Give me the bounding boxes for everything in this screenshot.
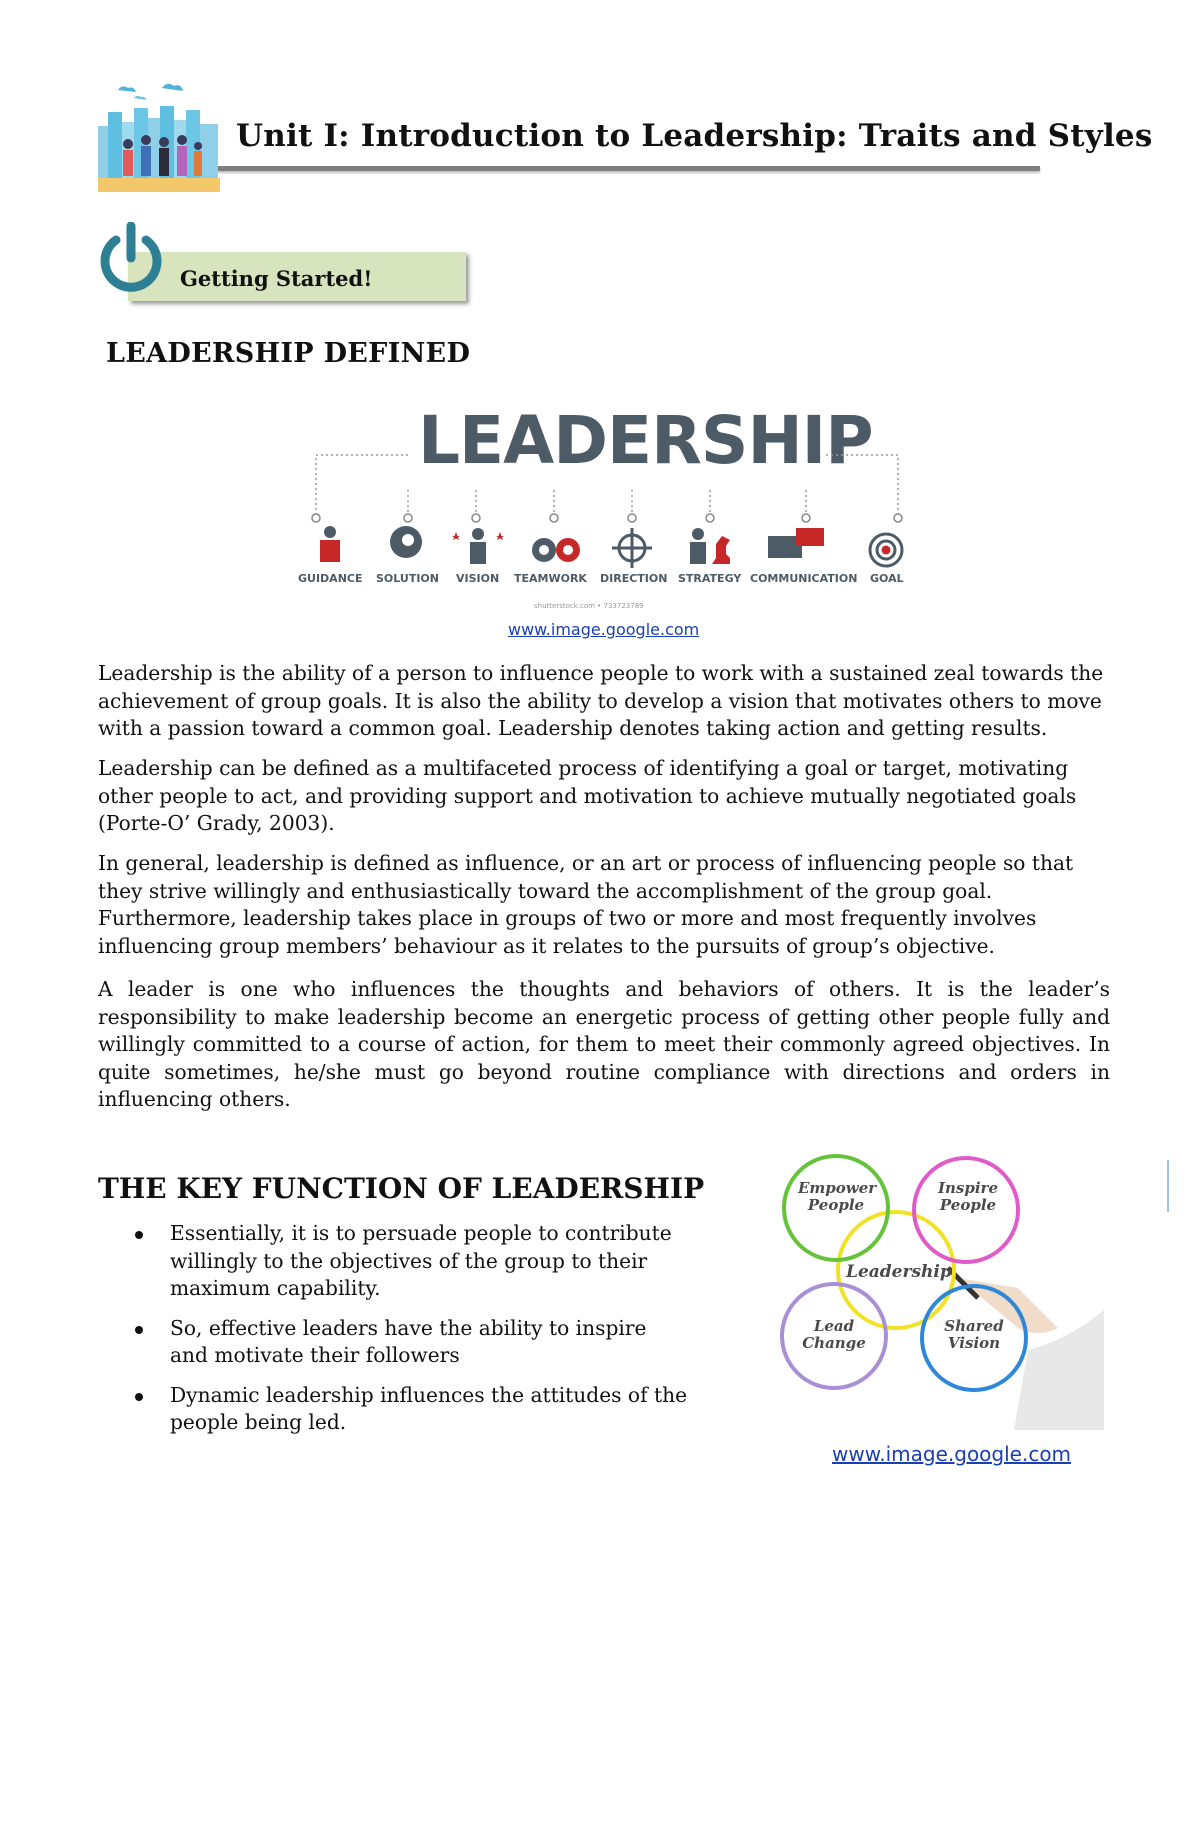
bullet-icon — [135, 1326, 143, 1334]
graphic-label: GOAL — [870, 572, 904, 585]
paragraph: Leadership can be defined as a multifaceted process of identifying a goal or target, motivating other people to act, and providing support and motivation to achieve mutually negotiated goals (Porte-O’ Grady, 2003). — [98, 756, 1077, 835]
graphic-label: SOLUTION — [376, 572, 439, 585]
header-illustration — [98, 82, 220, 192]
paragraph: In general, leadership is defined as influence, or an art or process of influencing people so that they strive willingly and enthusiastically toward the accomplishment of the group goal. Furthermore, leadership takes place in groups of two or more and most frequently involves influencing group members’ behaviour as it relates to the pursuits of group’s objective. — [98, 851, 1074, 958]
key-function-list — [130, 1220, 690, 1449]
teamwork-icon — [532, 538, 580, 562]
leadership-word: LEADERSHIP — [418, 402, 873, 479]
list-item-text: Essentially, it is to persuade people to contribute willingly to the objectives of the group to their maximum capability. — [170, 1221, 672, 1300]
solution-icon — [390, 526, 422, 558]
direction-icon — [612, 528, 652, 568]
graphic-label: STRATEGY — [678, 572, 742, 585]
stock-caption: shutterstock.com • 733723789 — [534, 602, 644, 610]
list-item-text: So, effective leaders have the ability to inspire and motivate their followers — [170, 1315, 647, 1367]
graphic-label: DIRECTION — [600, 572, 668, 585]
circle-label-lead-change: Lead Change — [802, 1317, 866, 1352]
list-item-text: Dynamic leadership influences the attitudes of the people being led. — [170, 1382, 688, 1434]
image-source-link[interactable]: www.image.google.com — [832, 1442, 1072, 1466]
guidance-icon — [320, 526, 340, 562]
vision-icon — [452, 528, 504, 564]
getting-started-label: Getting Started! — [180, 266, 373, 291]
section-title-leadership-defined: LEADERSHIP DEFINED — [106, 338, 471, 369]
communication-icon — [768, 528, 824, 558]
unit-title: Unit I: Introduction to Leadership: Traits and Styles — [236, 118, 1153, 154]
circle-label-empower: Empower People — [798, 1179, 877, 1214]
strategy-icon — [690, 528, 730, 564]
list-item — [130, 1315, 690, 1370]
list-item — [130, 1382, 690, 1437]
circle-label-shared-vision: Shared Vision — [944, 1317, 1004, 1352]
leadership-graphic — [296, 400, 916, 620]
bullet-icon — [135, 1231, 143, 1239]
power-icon — [94, 222, 168, 296]
city-people-icon — [98, 82, 220, 192]
paragraph: A leader is one who influences the thoughts and behaviors of others. It is the leader’s responsibility to make leadership become an energetic process of getting other people fully and willingly committed to a course of action, for them to meet their commonly agreed objectives. In quite sometimes, he/she must go beyond routine compliance with directions and orders in influencing others. — [98, 977, 1110, 1111]
graphic-label: GUIDANCE — [298, 572, 363, 585]
circle-label-center: Leadership — [846, 1262, 952, 1282]
leadership-circles-graphic — [778, 1150, 1104, 1432]
graphic-label: VISION — [456, 572, 500, 585]
list-item — [130, 1220, 690, 1303]
graphic-item-labels — [296, 572, 916, 592]
paragraph: Leadership is the ability of a person to influence people to work with a sustained zeal towards the achievement of group goals. It is also the ability to develop a vision that motivates others to move with a passion toward a common goal. Leadership denotes taking action and getting results. — [98, 661, 1104, 740]
graphic-label: COMMUNICATION — [750, 572, 858, 585]
section-title-key-function: THE KEY FUNCTION OF LEADERSHIP — [98, 1172, 705, 1205]
circle-label-inspire: Inspire People — [938, 1179, 998, 1214]
header-divider — [218, 166, 1040, 171]
goal-icon — [870, 534, 902, 566]
margin-marker — [1167, 1160, 1169, 1212]
bullet-icon — [135, 1393, 143, 1401]
image-source-link[interactable]: www.image.google.com — [508, 620, 700, 639]
graphic-label: TEAMWORK — [514, 572, 587, 585]
